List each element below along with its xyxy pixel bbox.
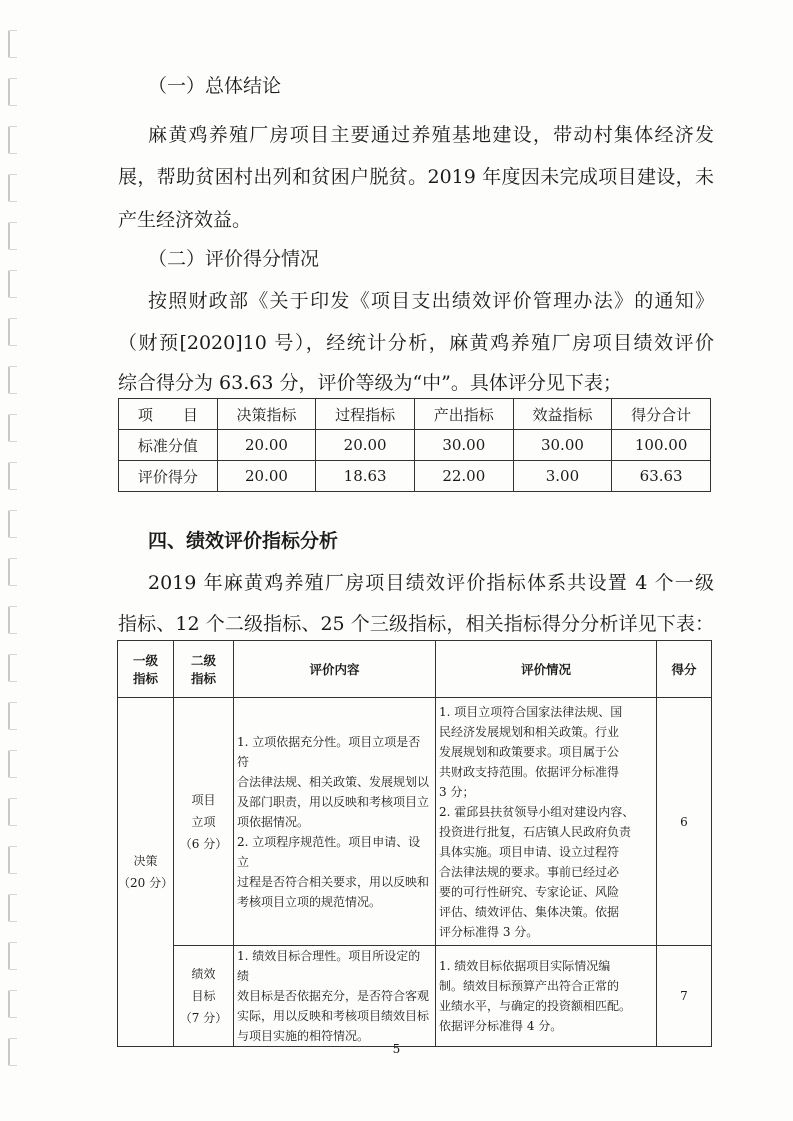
cell-line: 发展规划和政策要求。项目属于公 [439, 744, 620, 759]
cell-line: 投资进行批复，石店镇人民政府负责 [439, 824, 632, 839]
section-heading-indicator-analysis: 四、绩效评价指标分析 [148, 530, 339, 552]
score-cell: 6 [657, 698, 712, 946]
cell-line: （20 分） [118, 876, 174, 890]
indicator-analysis-table [117, 640, 712, 1047]
cell-line: 1. 绩效目标依据项目实际情况编 [439, 959, 611, 973]
cell-line: 1. 立项依据充分性。项目立项是否符 [237, 734, 421, 769]
cell-line: （7 分） [179, 1011, 228, 1025]
cell-line: 过程是否符合相关要求，用以反映和 [237, 874, 430, 889]
table-row [118, 946, 712, 1047]
table-cell: 100.00 [612, 430, 711, 461]
cell-line: 3 分； [439, 784, 475, 799]
binding-hole [8, 78, 17, 106]
binding-hole [8, 894, 17, 922]
header-line: 一级 [132, 653, 158, 668]
cell-line: 目标 [191, 989, 216, 1003]
binding-hole [8, 174, 17, 202]
cell-line: 项依据情况。 [237, 814, 310, 829]
cell-line: 共财政支持范围。依据评分标准得 [439, 764, 620, 779]
table-header-cell: 项 目 [119, 399, 218, 430]
binding-hole [8, 990, 17, 1018]
cell-line: 绩效 [191, 967, 216, 981]
table-cell: 20.00 [217, 461, 316, 492]
paragraph-line: 按照财政部《关于印发《项目支出绩效评价管理办法》的通知》 [148, 290, 714, 312]
binding-hole [8, 126, 17, 154]
score-table [118, 398, 711, 492]
paragraph-line: 2019 年麻黄鸡养殖厂房项目绩效评价指标体系共设置 4 个一级 [148, 572, 714, 594]
binding-hole [8, 30, 17, 58]
binding-hole [8, 750, 17, 778]
table-header-cell: 得分合计 [612, 399, 711, 430]
table-header-level1 [118, 641, 174, 698]
cell-line: 2. 霍邱县扶贫领导小组对建设内容、 [439, 804, 635, 819]
content-cell [234, 698, 436, 946]
binding-hole [8, 942, 17, 970]
table-header-cell: 效益指标 [513, 399, 612, 430]
cell-line: 1. 项目立项符合国家法律法规、国 [439, 704, 623, 719]
cell-line: 考核项目立项的规范情况。 [237, 894, 382, 909]
table-header-level2 [174, 641, 234, 698]
table-header-evaluation: 评价情况 [436, 641, 657, 698]
paragraph-line: 展，帮助贫困村出列和贫困户脱贫。2019 年度因未完成项目建设，未 [118, 166, 714, 188]
paragraph-line: 综合得分为 63.63 分，评价等级为“中”。具体评分见下表； [118, 372, 622, 394]
binding-hole [8, 318, 17, 346]
table-header-row [118, 641, 712, 698]
cell-line: 要的可行性研究、专家论证、风险 [439, 884, 620, 899]
table-cell: 20.00 [217, 430, 316, 461]
paragraph-line: 麻黄鸡养殖厂房项目主要通过养殖基地建设，带动村集体经济发 [148, 124, 714, 146]
table-cell: 18.63 [316, 461, 415, 492]
table-header-score: 得分 [657, 641, 712, 698]
header-line: 二级 [190, 653, 216, 668]
table-header-content: 评价内容 [234, 641, 436, 698]
paragraph-line: 产生经济效益。 [118, 209, 252, 231]
table-cell: 3.00 [513, 461, 612, 492]
paragraph-line: 指标、12 个二级指标、25 个三级指标，相关指标得分分析详见下表： [118, 613, 714, 635]
table-cell: 30.00 [414, 430, 513, 461]
table-header-cell: 过程指标 [316, 399, 415, 430]
binding-hole [8, 366, 17, 394]
binding-hole [8, 846, 17, 874]
cell-line: （6 分） [179, 836, 228, 851]
table-header-cell: 产出指标 [414, 399, 513, 430]
level2-cell [174, 946, 234, 1047]
table-header-row [119, 399, 711, 430]
content-cell [234, 946, 436, 1047]
cell-line: 民经济发展规划和相关政策。行业 [439, 724, 620, 739]
binding-hole [8, 270, 17, 298]
cell-line: 依据评分标准得 4 分。 [439, 1019, 563, 1033]
table-row [118, 698, 712, 946]
binding-hole [8, 798, 17, 826]
binding-hole [8, 414, 17, 442]
table-cell: 63.63 [612, 461, 711, 492]
header-line: 指标 [132, 671, 158, 686]
cell-line: 与项目实施的相符情况。 [237, 1029, 370, 1043]
cell-line: 立项 [191, 814, 216, 829]
table-row [119, 461, 711, 492]
score-cell: 7 [657, 946, 712, 1047]
table-cell: 20.00 [316, 430, 415, 461]
binding-hole [8, 510, 17, 538]
table-cell: 评价得分 [119, 461, 218, 492]
cell-line: 制。绩效目标预算产出符合正常的 [439, 979, 620, 993]
section-heading-overall-conclusion: （一）总体结论 [148, 75, 282, 97]
binding-hole [8, 462, 17, 490]
cell-line: 1. 绩效目标合理性。项目所设定的绩 [237, 949, 421, 983]
cell-line: 业绩水平，与确定的投资额相匹配。 [439, 999, 632, 1013]
cell-line: 合法律法规的要求。事前已经过必 [439, 864, 620, 879]
paragraph-line: （财预[2020]10 号），经统计分析，麻黄鸡养殖厂房项目绩效评价 [118, 332, 714, 354]
cell-line: 评估、绩效评估、集体决策。依据 [439, 904, 620, 919]
cell-line: 效目标是否依据充分，是否符合客观 [237, 989, 430, 1003]
binding-hole [8, 606, 17, 634]
cell-line: 评分标准得 3 分。 [439, 924, 539, 939]
cell-line: 实际，用以反映和考核项目绩效目标 [237, 1009, 430, 1023]
evaluation-cell [436, 946, 657, 1047]
binding-marks [6, 30, 20, 1100]
cell-line: 决策 [133, 854, 158, 868]
page-number: 5 [392, 1042, 401, 1056]
header-line: 指标 [190, 671, 216, 686]
evaluation-cell [436, 698, 657, 946]
level2-cell [174, 698, 234, 946]
cell-line: 及部门职责，用以反映和考核项目立 [237, 794, 430, 809]
table-header-cell: 决策指标 [217, 399, 316, 430]
cell-line: 合法律法规、相关政策、发展规划以 [237, 774, 430, 789]
table-cell: 22.00 [414, 461, 513, 492]
binding-hole [8, 702, 17, 730]
binding-hole [8, 558, 17, 586]
section-heading-score-status: （二）评价得分情况 [148, 248, 320, 270]
table-cell: 标准分值 [119, 430, 218, 461]
cell-line: 2. 立项程序规范性。项目申请、设立 [237, 834, 421, 869]
cell-line: 项目 [191, 792, 216, 807]
binding-hole [8, 222, 17, 250]
table-cell: 30.00 [513, 430, 612, 461]
binding-hole [8, 654, 17, 682]
cell-line: 具体实施。项目申请、设立过程符 [439, 844, 620, 859]
table-row [119, 430, 711, 461]
level1-cell [118, 698, 174, 1047]
